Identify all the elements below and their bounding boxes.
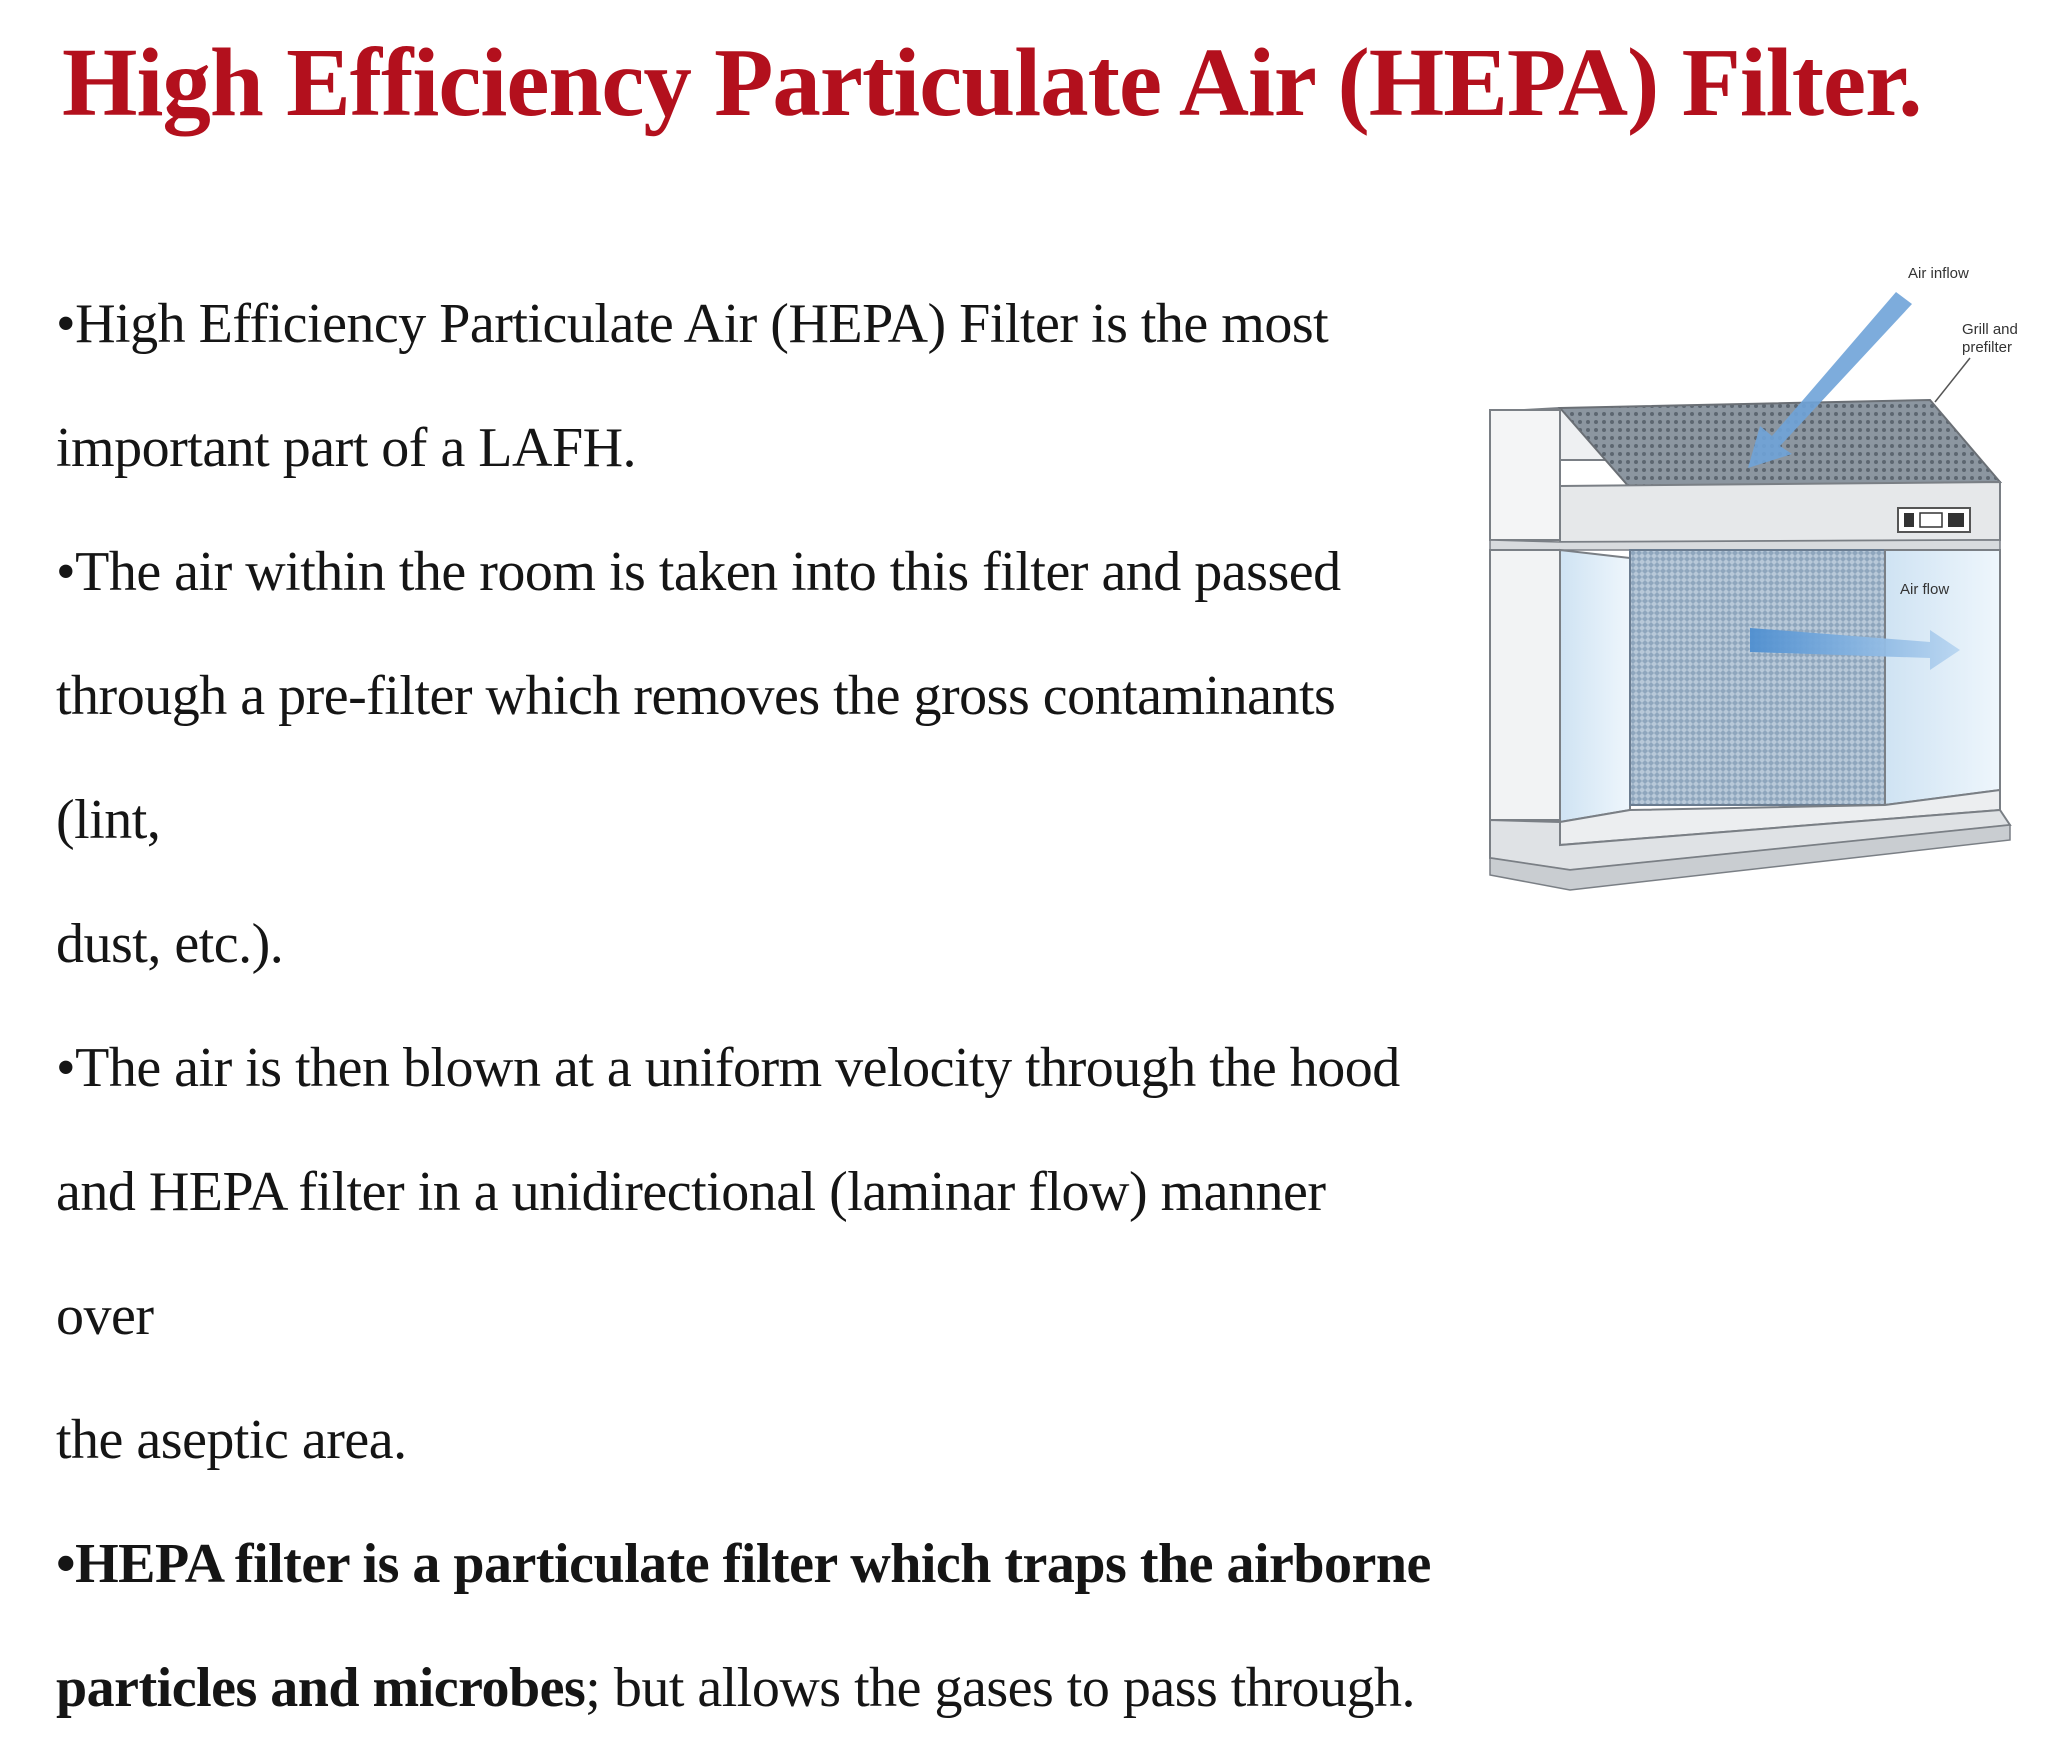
slide-title: High Efficiency Particulate Air (HEPA) Filter. [62, 29, 1922, 136]
paragraph-hepa-importance [56, 262, 1436, 510]
text-line: •The air is then blown at a uniform velocity through the hood [56, 1037, 1400, 1099]
text-line: •High Efficiency Particulate Air (HEPA) Filter is the most [56, 293, 1329, 355]
side-glass-left [1560, 550, 1630, 822]
label-grill-line2: prefilter [1962, 339, 2013, 356]
cabinet-body [1490, 550, 2010, 890]
paragraph-prefilter [56, 510, 1436, 1006]
laminar-flow-hood-diagram [1480, 250, 2040, 930]
hood-illustration [1480, 250, 2040, 930]
grill-leader-line [1935, 358, 1970, 402]
slide-body [56, 262, 1436, 1750]
label-grill-line1: Grill and [1962, 321, 2018, 338]
paragraph-laminar-flow [56, 1006, 1436, 1502]
paragraph-particulate-filter [56, 1502, 1436, 1750]
label-air-inflow: Air inflow [1908, 265, 1969, 282]
text-line: ; but allows the gases to pass through. [585, 1657, 1416, 1719]
text-line: through a pre-filter which removes the gross contaminants (lint, [56, 665, 1336, 851]
bold-text-line: •HEPA filter is a particulate filter which traps the airborne [56, 1533, 1431, 1595]
text-line: •The air within the room is taken into this filter and passed [56, 541, 1341, 603]
text-line: dust, etc.). [56, 913, 284, 975]
text-line: important part of a LAFH. [56, 417, 637, 479]
label-air-flow: Air flow [1900, 581, 1950, 598]
text-line: and HEPA filter in a unidirectional (laminar flow) manner over [56, 1161, 1326, 1347]
text-line: the aseptic area. [56, 1409, 407, 1471]
hepa-filter-panel [1630, 550, 1885, 805]
bold-text: particles and microbes [56, 1657, 586, 1719]
cabinet-top [1490, 400, 2000, 550]
